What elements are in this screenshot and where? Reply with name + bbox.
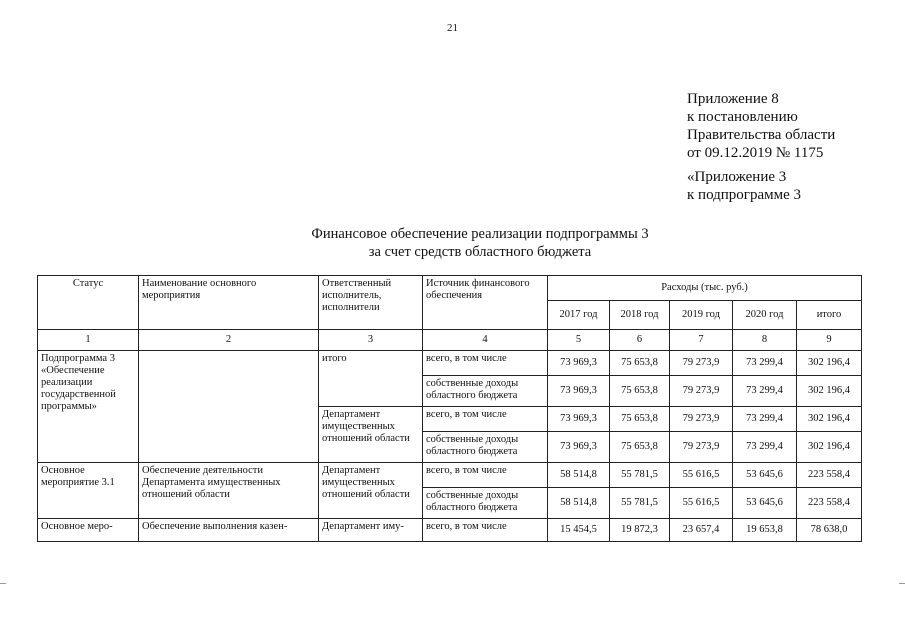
header-year: 2017 год: [548, 301, 610, 330]
column-index: 2: [139, 330, 319, 351]
value-cell: 53 645,6: [733, 463, 797, 488]
table-row: [38, 463, 862, 488]
value-cell: 19 872,3: [610, 519, 670, 542]
appendix-block: [687, 90, 835, 162]
value-cell: 55 781,5: [610, 488, 670, 519]
value-cell: 79 273,9: [670, 407, 733, 432]
value-cell: 78 638,0: [797, 519, 862, 542]
title-line: за счет средств областного бюджета: [368, 244, 592, 260]
header-expenses: Расходы (тыс. руб.): [548, 276, 862, 301]
source-cell: собственные доходы областного бюджета: [423, 488, 548, 519]
source-cell: всего, в том числе: [423, 407, 548, 432]
header-total: итого: [797, 301, 862, 330]
source-cell: всего, в том числе: [423, 519, 548, 542]
value-cell: 73 969,3: [548, 407, 610, 432]
appendix-line: к постановлению: [687, 109, 798, 125]
page-number: 21: [447, 22, 458, 34]
source-cell: всего, в том числе: [423, 351, 548, 376]
value-cell: 75 653,8: [610, 376, 670, 407]
executor-cell: итого: [319, 351, 423, 407]
value-cell: 19 653,8: [733, 519, 797, 542]
value-cell: 55 781,5: [610, 463, 670, 488]
value-cell: 55 616,5: [670, 463, 733, 488]
value-cell: 223 558,4: [797, 463, 862, 488]
title-line: Финансовое обеспечение реализации подпрограммы 3: [311, 226, 649, 242]
executor-cell: Департамент иму-: [319, 519, 423, 542]
appendix-line: «Приложение 3: [687, 169, 787, 185]
value-cell: 75 653,8: [610, 407, 670, 432]
appendix-line: к подпрограмме 3: [687, 187, 801, 203]
column-index: 8: [733, 330, 797, 351]
appendix-line: Приложение 8: [687, 91, 779, 107]
name-cell: Обеспечение деятельности Департамента имущественных отношений области: [139, 463, 319, 519]
value-cell: 53 645,6: [733, 488, 797, 519]
value-cell: 79 273,9: [670, 351, 733, 376]
status-cell: Основное меро-: [38, 519, 139, 542]
value-cell: 302 196,4: [797, 376, 862, 407]
value-cell: 15 454,5: [548, 519, 610, 542]
header-name: Наименование основного мероприятия: [139, 276, 319, 330]
value-cell: 75 653,8: [610, 351, 670, 376]
source-cell: собственные доходы областного бюджета: [423, 432, 548, 463]
column-index: 5: [548, 330, 610, 351]
value-cell: 73 969,3: [548, 432, 610, 463]
value-cell: 73 299,4: [733, 376, 797, 407]
document-title: [260, 225, 700, 261]
header-row: [38, 276, 862, 301]
header-source: Источник финансового обеспечения: [423, 276, 548, 330]
appendix-subprogram-block: [687, 168, 801, 204]
scan-edge-mark: [0, 583, 6, 584]
value-cell: 73 969,3: [548, 351, 610, 376]
executor-cell: Департамент имущественных отношений области: [319, 407, 423, 463]
source-cell: всего, в том числе: [423, 463, 548, 488]
header-executor: Ответственный исполнитель, исполнители: [319, 276, 423, 330]
value-cell: 75 653,8: [610, 432, 670, 463]
value-cell: 73 299,4: [733, 432, 797, 463]
column-index: 1: [38, 330, 139, 351]
value-cell: 23 657,4: [670, 519, 733, 542]
name-cell: [139, 351, 319, 463]
value-cell: 302 196,4: [797, 432, 862, 463]
value-cell: 73 969,3: [548, 376, 610, 407]
header-year: 2018 год: [610, 301, 670, 330]
header-year: 2019 год: [670, 301, 733, 330]
value-cell: 302 196,4: [797, 407, 862, 432]
value-cell: 73 299,4: [733, 351, 797, 376]
column-index: 6: [610, 330, 670, 351]
value-cell: 223 558,4: [797, 488, 862, 519]
financing-table: [37, 275, 862, 542]
status-cell: Подпрограмма 3 «Обеспечение реализации государственной программы»: [38, 351, 139, 463]
column-index: 3: [319, 330, 423, 351]
column-index: 9: [797, 330, 862, 351]
executor-cell: Департамент имущественных отношений области: [319, 463, 423, 519]
value-cell: 58 514,8: [548, 488, 610, 519]
appendix-line: Правительства области: [687, 127, 836, 143]
header-status: Статус: [38, 276, 139, 330]
value-cell: 73 299,4: [733, 407, 797, 432]
table-row: [38, 519, 862, 542]
value-cell: 302 196,4: [797, 351, 862, 376]
table-row: [38, 351, 862, 376]
value-cell: 79 273,9: [670, 432, 733, 463]
value-cell: 58 514,8: [548, 463, 610, 488]
appendix-line: от 09.12.2019 № 1175: [687, 145, 824, 161]
name-cell: Обеспечение выполнения казен-: [139, 519, 319, 542]
column-index: 7: [670, 330, 733, 351]
header-year: 2020 год: [733, 301, 797, 330]
source-cell: собственные доходы областного бюджета: [423, 376, 548, 407]
value-cell: 79 273,9: [670, 376, 733, 407]
column-index: 4: [423, 330, 548, 351]
status-cell: Основное мероприятие 3.1: [38, 463, 139, 519]
scan-edge-mark: [899, 583, 905, 584]
column-index-row: [38, 330, 862, 351]
value-cell: 55 616,5: [670, 488, 733, 519]
